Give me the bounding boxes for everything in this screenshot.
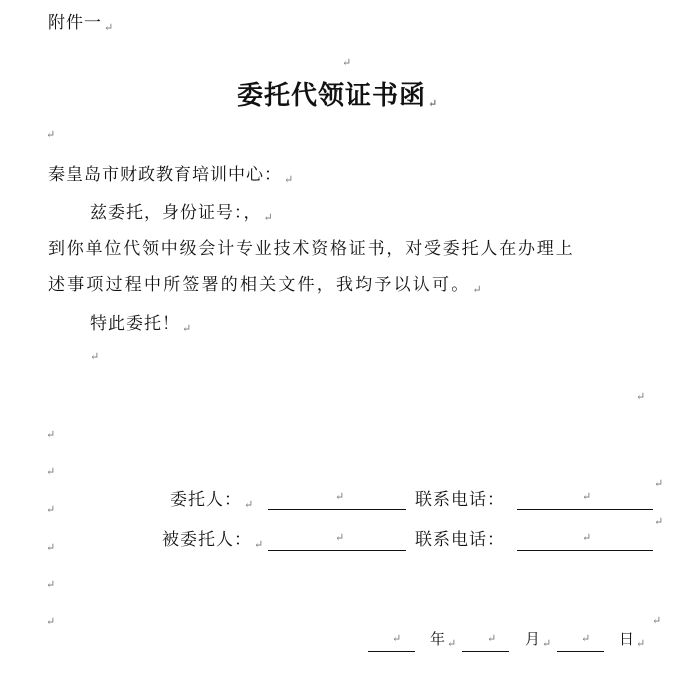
- paragraph-mark: ↵: [654, 515, 664, 528]
- addressee: 秦皇岛市财政教育培训中心： ↵: [48, 165, 295, 186]
- paragraph-mark: ↵: [335, 490, 345, 503]
- phone-label-1: 联系电话：: [415, 490, 505, 510]
- body-line-2: 述事项过程中所签署的相关文件，我均予以认可。 ↵: [48, 275, 484, 296]
- paragraph-mark: ↵: [335, 531, 345, 544]
- paragraph-mark: ↵: [46, 428, 56, 441]
- letter-title: 委托代领证书函 ↵: [237, 81, 439, 111]
- paragraph-mark: ↵: [46, 578, 56, 591]
- phone-label-2: 联系电话：: [415, 530, 505, 550]
- attachment-label: 附件一 ↵: [48, 13, 115, 34]
- paragraph-mark: ↵: [46, 465, 56, 478]
- agent-phone-field[interactable]: [517, 550, 653, 551]
- month-field[interactable]: [462, 651, 509, 652]
- year-field[interactable]: [368, 651, 415, 652]
- paragraph-mark: ↵: [392, 632, 402, 645]
- year-label: 年 $_↵$: [430, 630, 457, 650]
- paragraph-mark: ↵: [487, 632, 497, 645]
- day-label: 日 $_↵$: [619, 630, 646, 650]
- paragraph-mark: ↵: [654, 477, 664, 490]
- agent-label: 被委托人： ↵: [162, 530, 265, 551]
- principal-name-field[interactable]: [268, 509, 406, 510]
- paragraph-mark: ↵: [581, 632, 591, 645]
- paragraph-mark: ↵: [582, 490, 592, 503]
- body-line-1: 到你单位代领中级会计专业技术资格证书，对受委托人在办理上: [48, 239, 575, 259]
- paragraph-mark: ↵: [46, 503, 56, 516]
- entrust-line: 兹委托，身份证号：， ↵: [90, 203, 274, 224]
- paragraph-mark: ↵: [90, 350, 100, 363]
- paragraph-mark: ↵: [582, 531, 592, 544]
- closing-line: 特此委托！ ↵: [90, 314, 193, 335]
- principal-phone-field[interactable]: [517, 509, 653, 510]
- paragraph-mark: ↵: [652, 614, 662, 627]
- day-field[interactable]: [557, 651, 604, 652]
- paragraph-mark: ↵: [46, 128, 56, 141]
- paragraph-mark: ↵: [636, 390, 646, 403]
- principal-label: 委托人： ↵: [170, 490, 255, 511]
- paragraph-mark: ↵: [342, 56, 352, 69]
- month-label: 月 $_↵$: [525, 630, 552, 650]
- paragraph-mark: ↵: [46, 615, 56, 628]
- paragraph-mark: ↵: [46, 541, 56, 554]
- agent-name-field[interactable]: [268, 550, 406, 551]
